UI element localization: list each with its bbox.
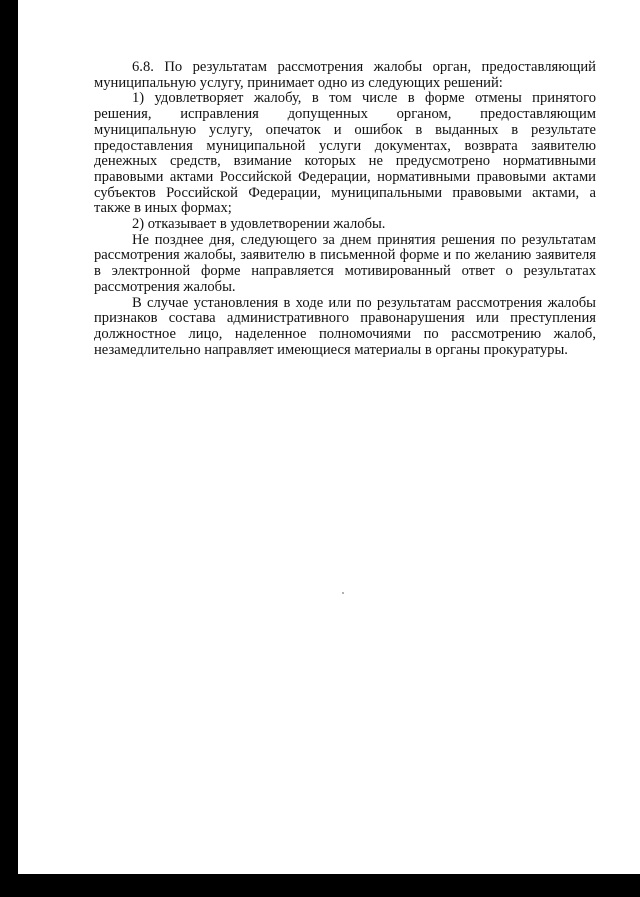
- scan-speck: [342, 592, 344, 594]
- document-body: [94, 60, 596, 358]
- paragraph-decision-2: 2) отказывает в удовлетворении жалобы.: [132, 216, 386, 233]
- paragraph-6-8: 6.8. По результатам рассмотрения жалобы орган, предоставляющий муниципальную услугу, принимает одно из следующих решений:: [94, 59, 596, 91]
- paragraph-response-deadline: Не позднее дня, следующего за днем принятия решения по результатам рассмотрения жалобы, заявителю в письменной форме и по желанию заявителя в электронной форме направляется мотивированный ответ о результатах рассмотрения жалобы.: [94, 231, 596, 295]
- paragraph-decision-1: 1) удовлетворяет жалобу, в том числе в форме отмены принятого решения, исправления допущенных органом, предоставляющим муниципальную услугу, опечаток и ошибок в выданных в результате предоставления муниципальной услуги документах, возврата заявителю денежных средств, взимание которых не предусмотрено нормативными правовыми актами Российской Федерации, нормативными правовыми актами субъектов Российской Федерации, муниципальными правовыми актами, а также в иных формах;: [94, 90, 596, 217]
- scan-bottom-edge: [0, 874, 640, 897]
- paragraph-prosecution: В случае установления в ходе или по результатам рассмотрения жалобы признаков состава административного правонарушения или преступления должностное лицо, наделенное полномочиями по рассмотрению жалоб, незамедлительно направляет имеющиеся материалы в органы прокуратуры.: [94, 294, 596, 358]
